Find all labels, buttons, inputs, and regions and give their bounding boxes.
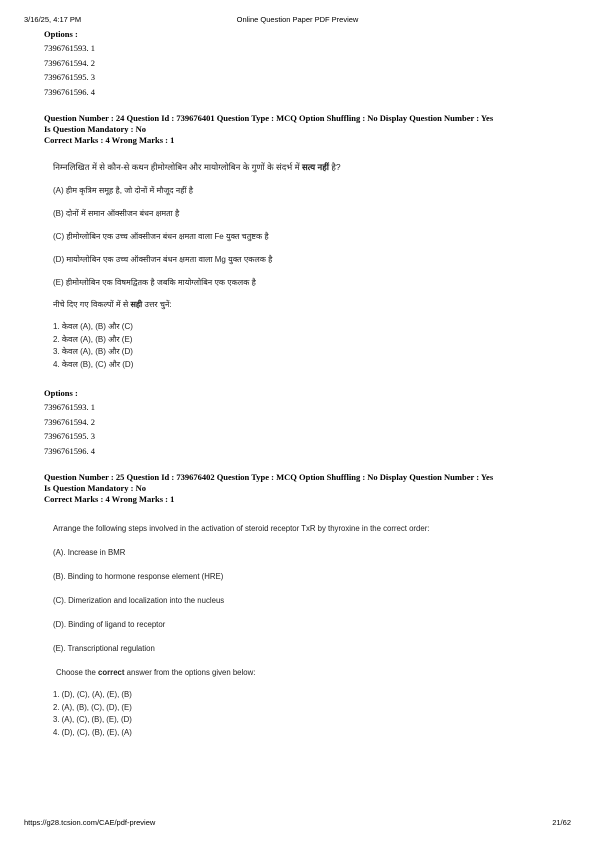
- question-meta-line: Question Number : 24 Question Id : 739676401 Question Type : MCQ Option Shuffling : No Display Question Number : Yes: [44, 113, 494, 123]
- options-title: Options :: [44, 29, 78, 39]
- footer-page-number: 21/62: [552, 818, 571, 827]
- option-line: 7396761595. 3: [44, 72, 95, 82]
- question-25-meta: [44, 472, 564, 505]
- question-mandatory: Is Question Mandatory : No: [44, 483, 147, 493]
- choice-item: 3. केवल (A), (B) और (D): [53, 347, 133, 356]
- statement-c: (C) हीमोग्लोबिन एक उच्च ऑक्सीजन बंधन क्षमता वाला Fe युक्त चतुष्टक है: [53, 232, 269, 241]
- option-line: 7396761596. 4: [44, 445, 95, 456]
- stem-text: निम्नलिखित में से कौन-से कथन हीमोग्लोबिन और मायोग्लोबिन के गुणों के संदर्भ में: [53, 162, 303, 172]
- statement-d: (D). Binding of ligand to receptor: [53, 620, 166, 629]
- choice-item: 1. केवल (A), (B) और (C): [53, 322, 133, 331]
- stem-emphasis: सत्य नहीं: [302, 162, 329, 172]
- question-mandatory: Is Question Mandatory : No: [44, 124, 147, 134]
- choice-item: 1. (D), (C), (A), (E), (B): [53, 690, 132, 699]
- stem-text-end: है?: [328, 162, 341, 172]
- statement-e: (E) हीमोग्लोबिन एक विषमद्वितक है जबकि मायोग्लोबिन एक एकलक है: [53, 278, 256, 287]
- instruction-emphasis: correct: [98, 668, 125, 677]
- statement-d: (D) मायोग्लोबिन एक उच्च ऑक्सीजन बंधन क्षमता वाला Mg युक्त एकलक है: [53, 255, 273, 264]
- instruction: [56, 667, 564, 679]
- statement-b: (B) दोनों में समान ऑक्सीजन बंधन क्षमता है: [53, 209, 180, 218]
- statement-c: (C). Dimerization and localization into the nucleus: [53, 596, 225, 605]
- instruction-text: Choose the: [56, 668, 99, 677]
- choice-item: 4. केवल (B), (C) और (D): [53, 359, 134, 369]
- question-25-body: [53, 523, 564, 739]
- option-line: 7396761596. 4: [44, 86, 95, 97]
- instruction: [53, 299, 564, 311]
- top-options-block: [44, 29, 564, 99]
- header-timestamp: 3/16/25, 4:17 PM: [24, 15, 82, 24]
- question-24-meta: [44, 113, 564, 146]
- option-line: 7396761594. 2: [44, 57, 95, 68]
- choice-list: [53, 321, 564, 371]
- choice-item: 3. (A), (C), (B), (E), (D): [53, 715, 132, 724]
- footer-url: https://g28.tcsion.com/CAE/pdf-preview: [24, 818, 156, 827]
- option-line: 7396761595. 3: [44, 431, 95, 441]
- question-marks: Correct Marks : 4 Wrong Marks : 1: [44, 135, 175, 145]
- choice-list: [53, 689, 564, 739]
- instruction-text: नीचे दिए गए विकल्पों में से: [53, 300, 131, 309]
- statement-e: (E). Transcriptional regulation: [53, 644, 155, 653]
- question-24-options: [44, 388, 564, 458]
- statement-b: (B). Binding to hormone response element (HRE): [53, 572, 224, 581]
- page-content: [44, 29, 564, 739]
- statement-a: (A). Increase in BMR: [53, 548, 126, 557]
- instruction-text-end: answer from the options given below:: [124, 668, 256, 677]
- choice-item: 2. केवल (A), (B) और (E): [53, 334, 133, 344]
- choice-item: 4. (D), (C), (B), (E), (A): [53, 727, 132, 737]
- options-title: Options :: [44, 388, 78, 398]
- question-marks: Correct Marks : 4 Wrong Marks : 1: [44, 494, 175, 504]
- option-line: 7396761594. 2: [44, 416, 95, 427]
- instruction-text-end: उत्तर चुनें:: [142, 300, 172, 309]
- choice-item: 2. (A), (B), (C), (D), (E): [53, 702, 132, 712]
- instruction-emphasis: सही: [130, 300, 143, 309]
- question-meta-line: Question Number : 25 Question Id : 739676402 Question Type : MCQ Option Shuffling : No Display Question Number : Yes: [44, 472, 494, 482]
- statement-a: (A) हीम कृत्रिम समूह है, जो दोनों में मौजूद नहीं है: [53, 186, 193, 195]
- header-title: Online Question Paper PDF Preview: [236, 15, 359, 24]
- question-stem: Arrange the following steps involved in the activation of steroid receptor TxR by thyroxine in the correct order:: [53, 524, 430, 533]
- question-24-body: [53, 161, 564, 371]
- option-line: 7396761593. 1: [44, 43, 95, 53]
- option-line: 7396761593. 1: [44, 402, 95, 412]
- question-stem: [53, 161, 564, 173]
